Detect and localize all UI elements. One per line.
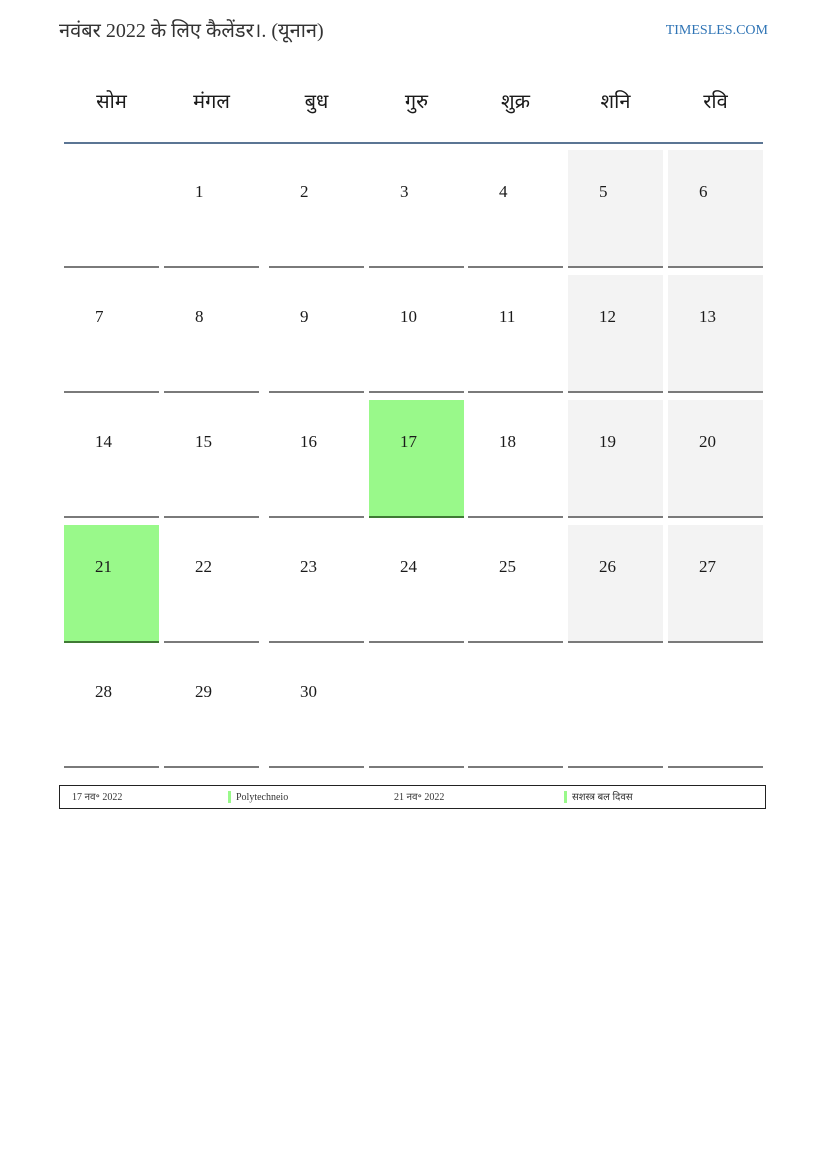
day-cell	[64, 275, 159, 393]
day-number: 11	[499, 307, 516, 326]
day-cell	[668, 400, 763, 518]
day-number: 12	[599, 307, 616, 326]
day-number: 18	[499, 432, 516, 451]
day-cell	[468, 400, 563, 518]
day-cell	[568, 150, 663, 268]
day-cell	[468, 525, 563, 643]
day-number: 19	[599, 432, 616, 451]
weekday-thursday: गुरु	[404, 89, 429, 113]
day-cell	[568, 275, 663, 393]
weekday-header-row	[64, 66, 763, 144]
weekday-sunday: रवि	[703, 89, 728, 113]
day-number: 26	[599, 557, 616, 576]
day-cell	[164, 525, 259, 643]
day-cell	[164, 400, 259, 518]
day-number: 20	[699, 432, 716, 451]
day-cell	[468, 150, 563, 268]
weekday-friday: शुक्र	[501, 89, 530, 113]
empty-day-cell	[668, 650, 763, 768]
day-number: 25	[499, 557, 516, 576]
legend-holiday-name: सशस्त्र बल दिवस	[572, 792, 633, 803]
day-cell	[64, 400, 159, 518]
day-cell	[269, 650, 364, 768]
empty-day-cell	[369, 650, 464, 768]
day-cell	[64, 525, 159, 643]
day-number: 4	[499, 182, 508, 201]
day-cell	[269, 150, 364, 268]
day-number: 23	[300, 557, 317, 576]
weekday-tuesday: मंगल	[193, 89, 230, 113]
day-number: 5	[599, 182, 608, 201]
empty-day-cell	[568, 650, 663, 768]
day-number: 10	[400, 307, 417, 326]
weekday-monday: सोम	[96, 89, 127, 113]
day-cell	[468, 275, 563, 393]
legend-color-swatch	[564, 791, 567, 803]
day-cell	[369, 400, 464, 518]
day-number: 22	[195, 557, 212, 576]
day-cell	[269, 400, 364, 518]
day-cell	[668, 275, 763, 393]
empty-day-cell	[64, 150, 159, 268]
day-cell	[269, 525, 364, 643]
site-link[interactable]: TIMESLES.COM	[665, 23, 768, 38]
weekday-saturday: शनि	[600, 89, 631, 113]
day-number: 17	[400, 432, 417, 451]
day-cell	[64, 650, 159, 768]
day-cell	[369, 525, 464, 643]
day-number: 28	[95, 682, 112, 701]
weeks-container	[64, 150, 763, 775]
day-number: 6	[699, 182, 708, 201]
day-cell	[164, 650, 259, 768]
day-number: 7	[95, 307, 104, 326]
day-number: 2	[300, 182, 309, 201]
day-cell	[164, 150, 259, 268]
weekday-wednesday: बुध	[304, 89, 329, 113]
holiday-legend	[59, 785, 766, 809]
day-number: 16	[300, 432, 317, 451]
day-number: 15	[195, 432, 212, 451]
day-cell	[668, 525, 763, 643]
day-number: 13	[699, 307, 716, 326]
day-number: 3	[400, 182, 409, 201]
day-number: 30	[300, 682, 317, 701]
day-cell	[568, 400, 663, 518]
legend-holiday-name: Polytechneio	[236, 792, 289, 803]
day-number: 9	[300, 307, 309, 326]
day-cell	[369, 150, 464, 268]
legend-color-swatch	[228, 791, 231, 803]
day-number: 27	[699, 557, 716, 576]
day-number: 1	[195, 182, 204, 201]
page-title: नवंबर 2022 के लिए कैलेंडर।. (यूनान)	[59, 20, 324, 42]
calendar-grid	[64, 66, 763, 775]
day-cell	[369, 275, 464, 393]
legend-date: 17 नव॰ 2022	[72, 792, 123, 803]
day-cell	[164, 275, 259, 393]
day-number: 21	[95, 557, 112, 576]
day-number: 14	[95, 432, 112, 451]
empty-day-cell	[468, 650, 563, 768]
day-cell	[269, 275, 364, 393]
day-cell	[568, 525, 663, 643]
day-number: 24	[400, 557, 417, 576]
day-cell	[668, 150, 763, 268]
legend-date: 21 नव॰ 2022	[394, 792, 445, 803]
day-number: 29	[195, 682, 212, 701]
day-number: 8	[195, 307, 204, 326]
